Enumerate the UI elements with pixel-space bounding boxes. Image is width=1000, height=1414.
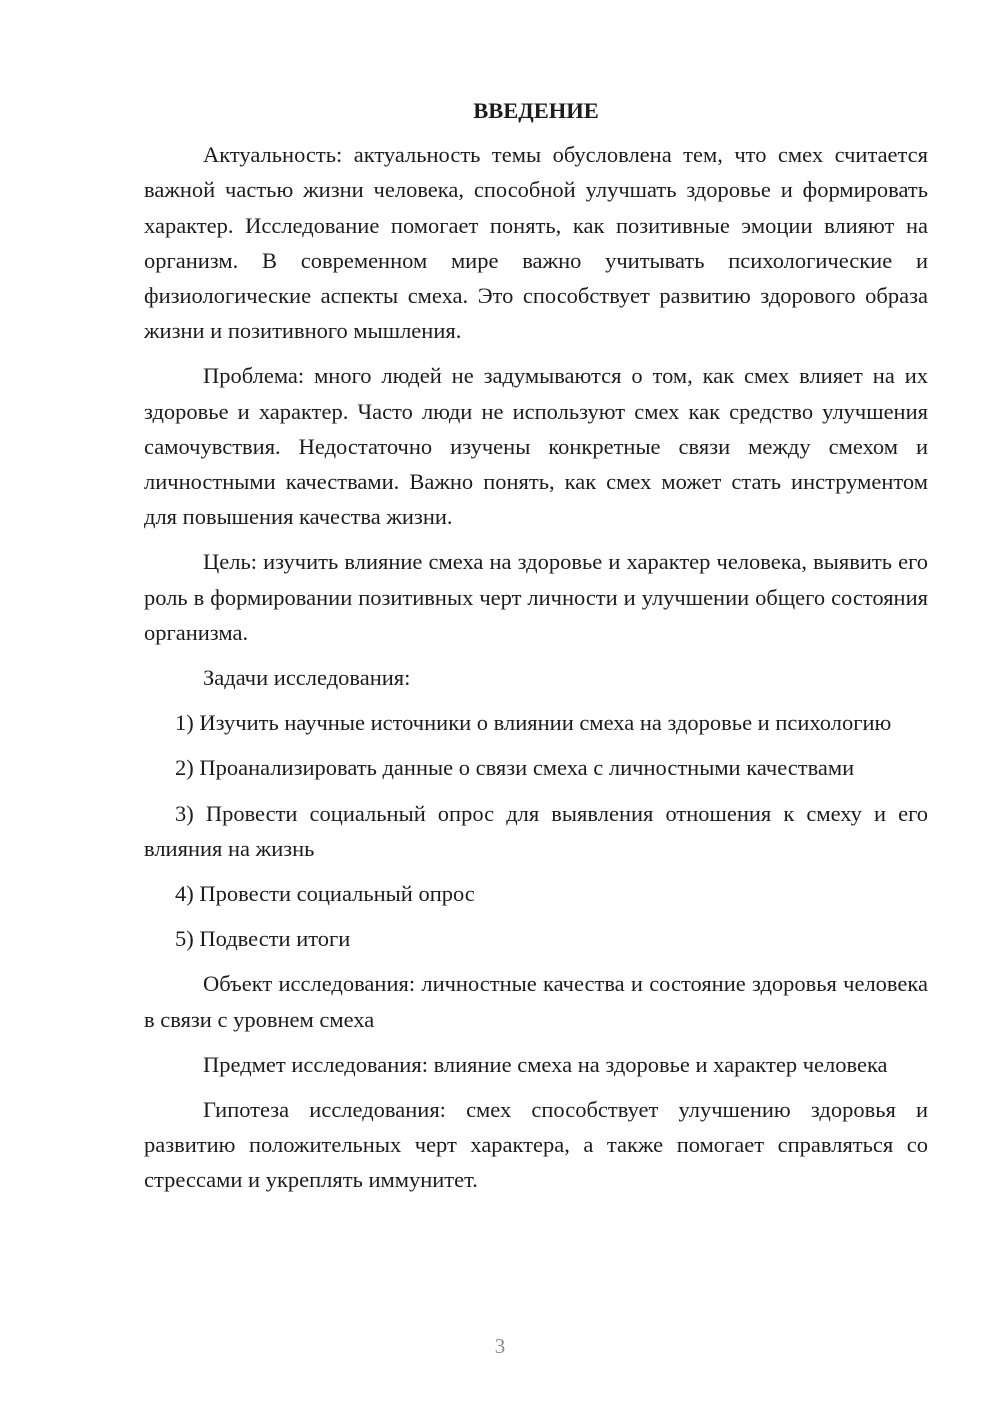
task-item-2: 2) Проанализировать данные о связи смеха с личностными качествами <box>175 755 855 781</box>
tasks-heading: Задачи исследования: <box>203 665 411 691</box>
relevance-paragraph: Актуальность: актуальность темы обусловлена тем, что смех считается важной частью жизни человека, способной улучшать здоровье и формировать характер. Исследование помогает понять, как позитивные эмоции влияют на организм. В современном мире важно учитывать психологические и физиологические аспекты смеха. Это способствует развитию здорового образа жизни и позитивного мышления. <box>144 142 928 344</box>
hypothesis-paragraph: Гипотеза исследования: смех способствует улучшению здоровья и развитию положительных черт характера, а также помогает справляться со стрессами и укреплять иммунитет. <box>144 1097 928 1193</box>
object-paragraph: Объект исследования: личностные качества и состояние здоровья человека в связи с уровнем смеха <box>144 971 928 1032</box>
goal-paragraph: Цель: изучить влияние смеха на здоровье и характер человека, выявить его роль в формировании позитивных черт личности и улучшении общего состояния организма. <box>144 549 928 645</box>
subject-paragraph: Предмет исследования: влияние смеха на здоровье и характер человека <box>203 1051 888 1077</box>
document-body <box>144 93 928 1208</box>
task-item-4: 4) Провести социальный опрос <box>175 881 475 907</box>
problem-paragraph: Проблема: много людей не задумываются о том, как смех влияет на их здоровье и характер. Часто люди не используют смех как средство улучшения самочувствия. Недостаточно изучены конкретные связи между смехом и личностными качествами. Важно понять, как смех может стать инструментом для повышения качества жизни. <box>144 363 928 530</box>
page-number: 3 <box>494 1334 506 1358</box>
task-item-1: 1) Изучить научные источники о влиянии смеха на здоровье и психологию <box>175 710 892 736</box>
task-item-5: 5) Подвести итоги <box>175 926 351 952</box>
task-item-3: 3) Провести социальный опрос для выявления отношения к смеху и его влияния на жизнь <box>144 800 928 861</box>
section-title: ВВЕДЕНИЕ <box>473 98 599 123</box>
